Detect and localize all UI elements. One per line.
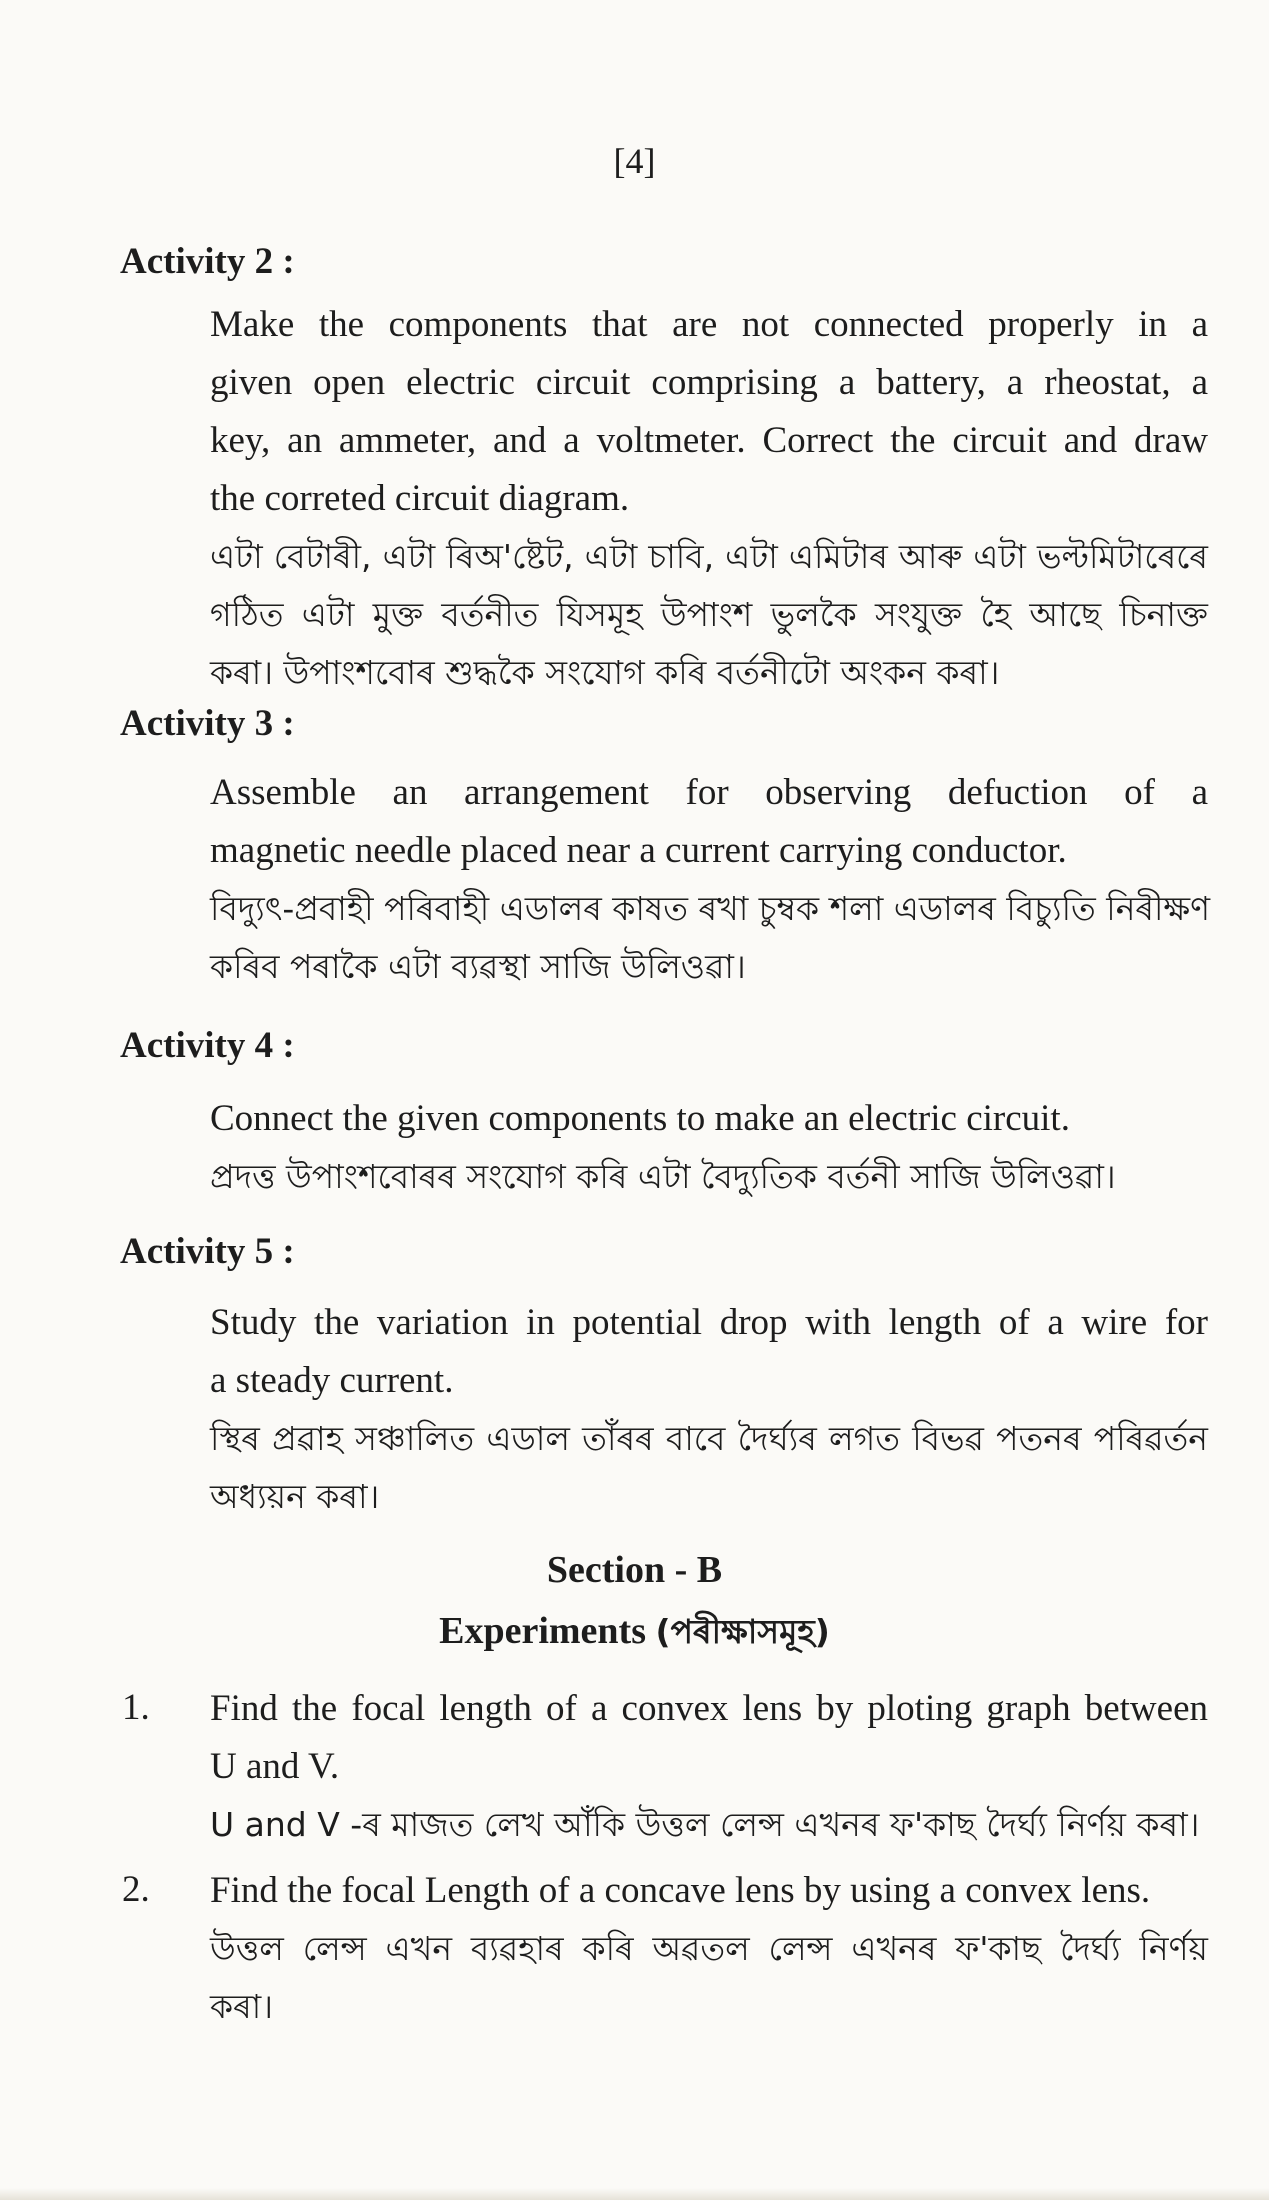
activity-3-heading: Activity 3 : xyxy=(120,703,295,744)
activity-4-body xyxy=(210,1090,1208,1206)
activity-2-as-line: গঠিত এটা মুক্ত বৰ্তনীত যিসমূহ উপাংশ ভুলকৈ সংযুক্ত হৈ আছে চিনাক্ত xyxy=(210,595,1208,634)
activity-2-as-line: এটা বেটাৰী, এটা ৰিঅ'ষ্টেট, এটা চাবি, এটা এমিটাৰ আৰু এটা ভল্টমিটাৰেৰে xyxy=(210,537,1208,576)
page-bottom-edge xyxy=(0,2188,1269,2200)
experiment-1-number: 1. xyxy=(122,1687,150,1728)
experiment-2-body xyxy=(210,1862,1208,2036)
experiment-1-body xyxy=(210,1680,1208,1854)
activity-2-as-line: কৰা। উপাংশবোৰ শুদ্ধকৈ সংযোগ কৰি বৰ্তনীটো অংকন কৰা। xyxy=(210,653,1000,692)
section-title: Section - B xyxy=(546,1549,723,1591)
experiment-1-as-line: U and V -ৰ মাজত লেখ আঁকি উত্তল লেন্স এখনৰ ফ'কাছ দৈৰ্ঘ্য নিৰ্ণয় কৰা। xyxy=(210,1805,1200,1844)
activity-5-as-line: স্থিৰ প্ৰৱাহ সঞ্চালিত এডাল তাঁৰৰ বাবে দৈৰ্ঘ্যৰ লগত বিভৱ পতনৰ পৰিৱৰ্তন xyxy=(210,1419,1208,1458)
activity-2-en-line: key, an ammeter, and a voltmeter. Correct the circuit and draw xyxy=(210,420,1208,461)
activity-4-as-line: প্ৰদত্ত উপাংশবোৰৰ সংযোগ কৰি এটা বৈদ্যুতিক বৰ্তনী সাজি উলিওৱা। xyxy=(210,1157,1116,1196)
activity-2-en-line: given open electric circuit comprising a battery, a rheostat, a xyxy=(210,362,1208,403)
activity-5-body xyxy=(210,1294,1208,1526)
activity-3-as-line: বিদ্যুৎ-প্ৰবাহী পৰিবাহী এডালৰ কাষত ৰখা চুম্বক শলা এডালৰ বিচ্যুতি নিৰীক্ষণ xyxy=(210,889,1211,928)
activity-4-heading: Activity 4 : xyxy=(120,1025,295,1066)
activity-2-en-line: Make the components that are not connected properly in a xyxy=(210,304,1208,345)
activity-5-en-line: a steady current. xyxy=(210,1360,454,1401)
activity-3-body xyxy=(210,764,1211,996)
section-subtitle xyxy=(0,1606,1269,1662)
activity-2-heading: Activity 2 : xyxy=(120,241,295,282)
section-subtitle-assamese: (পৰীক্ষাসমূহ) xyxy=(655,1612,830,1651)
activity-2-en-line: the correted circuit diagram. xyxy=(210,478,630,519)
page-number: [4] xyxy=(613,141,656,181)
activity-5-en-line: Study the variation in potential drop with length of a wire for xyxy=(210,1302,1208,1343)
section-subtitle-english: Experiments xyxy=(439,1610,646,1652)
activity-3-en-line: magnetic needle placed near a current carrying conductor. xyxy=(210,830,1067,871)
experiment-2-en-line: Find the focal Length of a concave lens by using a convex lens. xyxy=(210,1870,1151,1911)
experiment-2-number: 2. xyxy=(122,1869,150,1910)
activity-4-en-line: Connect the given components to make an electric circuit. xyxy=(210,1098,1070,1139)
activity-5-heading: Activity 5 : xyxy=(120,1231,295,1272)
activity-3-as-line: কৰিব পৰাকৈ এটা ব্যৱস্থা সাজি উলিওৱা। xyxy=(210,947,746,986)
activity-2-body xyxy=(210,296,1208,702)
experiment-2-as-line: উত্তল লেন্স এখন ব্যৱহাৰ কৰি অৱতল লেন্স এখনৰ ফ'কাছ দৈৰ্ঘ্য নিৰ্ণয় xyxy=(210,1929,1208,1968)
activity-5-as-line: অধ্যয়ন কৰা। xyxy=(210,1477,380,1516)
experiment-1-en-line: Find the focal length of a convex lens by ploting graph between xyxy=(210,1688,1208,1729)
activity-3-en-line: Assemble an arrangement for observing defuction of a xyxy=(210,772,1208,813)
experiment-2-as-line: কৰা। xyxy=(210,1987,274,2026)
experiment-1-en-line: U and V. xyxy=(210,1746,340,1787)
